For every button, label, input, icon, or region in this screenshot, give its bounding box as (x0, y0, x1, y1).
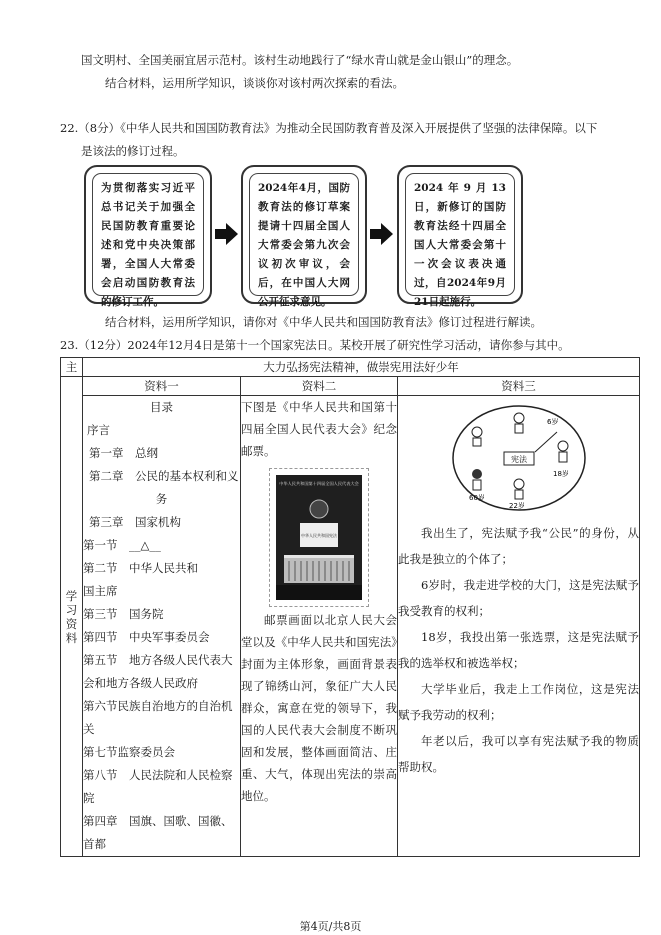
material-2 (241, 396, 398, 857)
topic-label-cell (61, 358, 83, 377)
stamp-illustration (276, 475, 362, 600)
q23-stem: 23.（12分）2024年12月4日是第十一个国家宪法日。某校开展了研究性学习活动，请你参与其中。 (60, 338, 570, 352)
topic-title: 大力弘扬宪法精神，做崇宪用法好少年 (263, 360, 459, 374)
life-stage-diagram (449, 402, 589, 514)
toc-item: 国主席 (83, 584, 118, 598)
teen-figure-icon (558, 441, 568, 462)
national-emblem-icon (310, 500, 328, 518)
toc-item: 第六节民族自治地方的自治机 (83, 699, 233, 713)
toc-item: 序言 (87, 423, 110, 437)
flow-box-2-text: 2024年4月，国防教育法的修订草案提请十四届全国人大常委会第九次会议初次审议，会后，在中国人大网公开征求意见。 (249, 173, 359, 296)
adult-figure-icon (514, 479, 524, 499)
age-label-60: 60岁 (468, 494, 485, 502)
material-2-body: 邮票画面以北京人民大会堂以及《中华人民共和国宪法》封面为主体形象，画面背景表现了锦绣山河，象征广大人民群众，寓意在党的领导下，我国的人民代表大会制度不断巩固和发展，整体画面简洁、庄重、大气，体现出宪法的崇高地位。 (241, 613, 397, 803)
toc-item: 第五节 地方各级人民代表大 (83, 653, 233, 667)
toc-item: 第七节监察委员会 (83, 745, 175, 759)
flow-box-3 (397, 165, 523, 308)
col-header-1: 资料一 (83, 377, 241, 396)
flow-box-2 (241, 165, 367, 308)
q22-stem-cont: 是该法的修订过程。 (81, 144, 185, 158)
toc-item: 务 (155, 492, 168, 506)
toc-item: 关 (83, 722, 95, 736)
material-3-para-5: 年老以后，我可以享有宪法赋予我的物质帮助权。 (398, 734, 639, 774)
toc-item: 第二节 中华人民共和 (83, 561, 198, 575)
side-label: 学习资料 (65, 588, 78, 645)
toc-item: 第八节 人民法院和人民检察院 (83, 768, 233, 805)
flow-box-1-text: 为贯彻落实习近平总书记关于加强全民国防教育重要论述和党中央决策部署，全国人大常委会启动国防教育法的修订工作。 (92, 173, 204, 296)
stamp-top-text: 中华人民共和国第十四届全国人民代表大会 (279, 481, 359, 486)
material-1-toc (83, 396, 241, 857)
topic-label: 主 (65, 360, 78, 374)
material-3-para-3: 18岁，我投出第一张选票，这是宪法赋予我的选举权和被选举权； (398, 630, 639, 670)
toc-item: 第四章 国旗、国歌、国徽、 (83, 814, 233, 828)
age-label-6: 6岁 (546, 418, 558, 426)
q22-stem: 22.（8分）《中华人民共和国国防教育法》为推动全民国防教育普及深入开展提供了坚强的法律保障。以下 (60, 121, 598, 135)
flow-arrow-2-icon (370, 222, 394, 246)
toc-item: 首都 (83, 837, 106, 851)
material-3 (398, 396, 640, 857)
material-2-intro: 下图是《中华人民共和国第十四届全国人民代表大会》纪念邮票。 (241, 400, 397, 458)
toc-item: 第三章 国家机构 (89, 515, 181, 529)
commemorative-stamp-image (269, 468, 369, 607)
material-3-para-4: 大学毕业后，我走上工作岗位，这是宪法赋予我劳动的权利； (398, 682, 639, 722)
age-label-22: 22岁 (508, 502, 525, 510)
intro-prompt: 结合材料，运用所学知识，谈谈你对该村两次探索的看法。 (105, 76, 404, 90)
toc-item: 第一章 总纲 (89, 446, 158, 460)
toc-title: 目录 (150, 400, 173, 414)
flow-box-1 (84, 165, 212, 308)
col-header-3: 资料三 (398, 377, 640, 396)
material-3-para-2: 6岁时，我走进学校的大门，这是宪法赋予我受教育的权利； (398, 578, 639, 618)
intro-line-1: 国文明村、全国美丽宜居示范村。该村生动地践行了“绿水青山就是金山银山”的理念。 (81, 53, 519, 67)
flow-box-3-text: 2024年9月13日，新修订的国防教育法经十四届全国人大常委会第十一次会议表决通过，自2024年9月21日起施行。 (405, 173, 515, 296)
topic-cell (83, 358, 640, 377)
child-figure-icon (514, 413, 524, 433)
toc-item: 第二章 公民的基本权利和义 (89, 469, 239, 483)
q22-prompt: 结合材料，运用所学知识，请你对《中华人民共和国国防教育法》修订过程进行解读。 (105, 315, 542, 329)
toc-item: 会和地方各级人民政府 (83, 676, 198, 690)
toc-item-blank: 第一节 __△__ (83, 538, 161, 552)
baby-figure-icon (472, 427, 482, 446)
stamp-book-title: 中华人民共和国宪法 (301, 533, 337, 538)
col-header-2: 资料二 (241, 377, 398, 396)
elder-figure-icon (472, 469, 482, 490)
side-label-cell (61, 377, 83, 857)
page-footer: 第4页/共8页 (299, 920, 362, 933)
age-label-18: 18岁 (552, 470, 569, 478)
flow-arrow-1-icon (215, 222, 239, 246)
toc-item: 第三节 国务院 (83, 607, 164, 621)
toc-item: 第四节 中央军事委员会 (83, 630, 210, 644)
circle-center-label: 宪法 (510, 455, 527, 464)
q23-material-table (60, 357, 640, 857)
material-3-para-1: 我出生了，宪法赋予我“公民”的身份，从此我是独立的个体了； (398, 526, 639, 566)
